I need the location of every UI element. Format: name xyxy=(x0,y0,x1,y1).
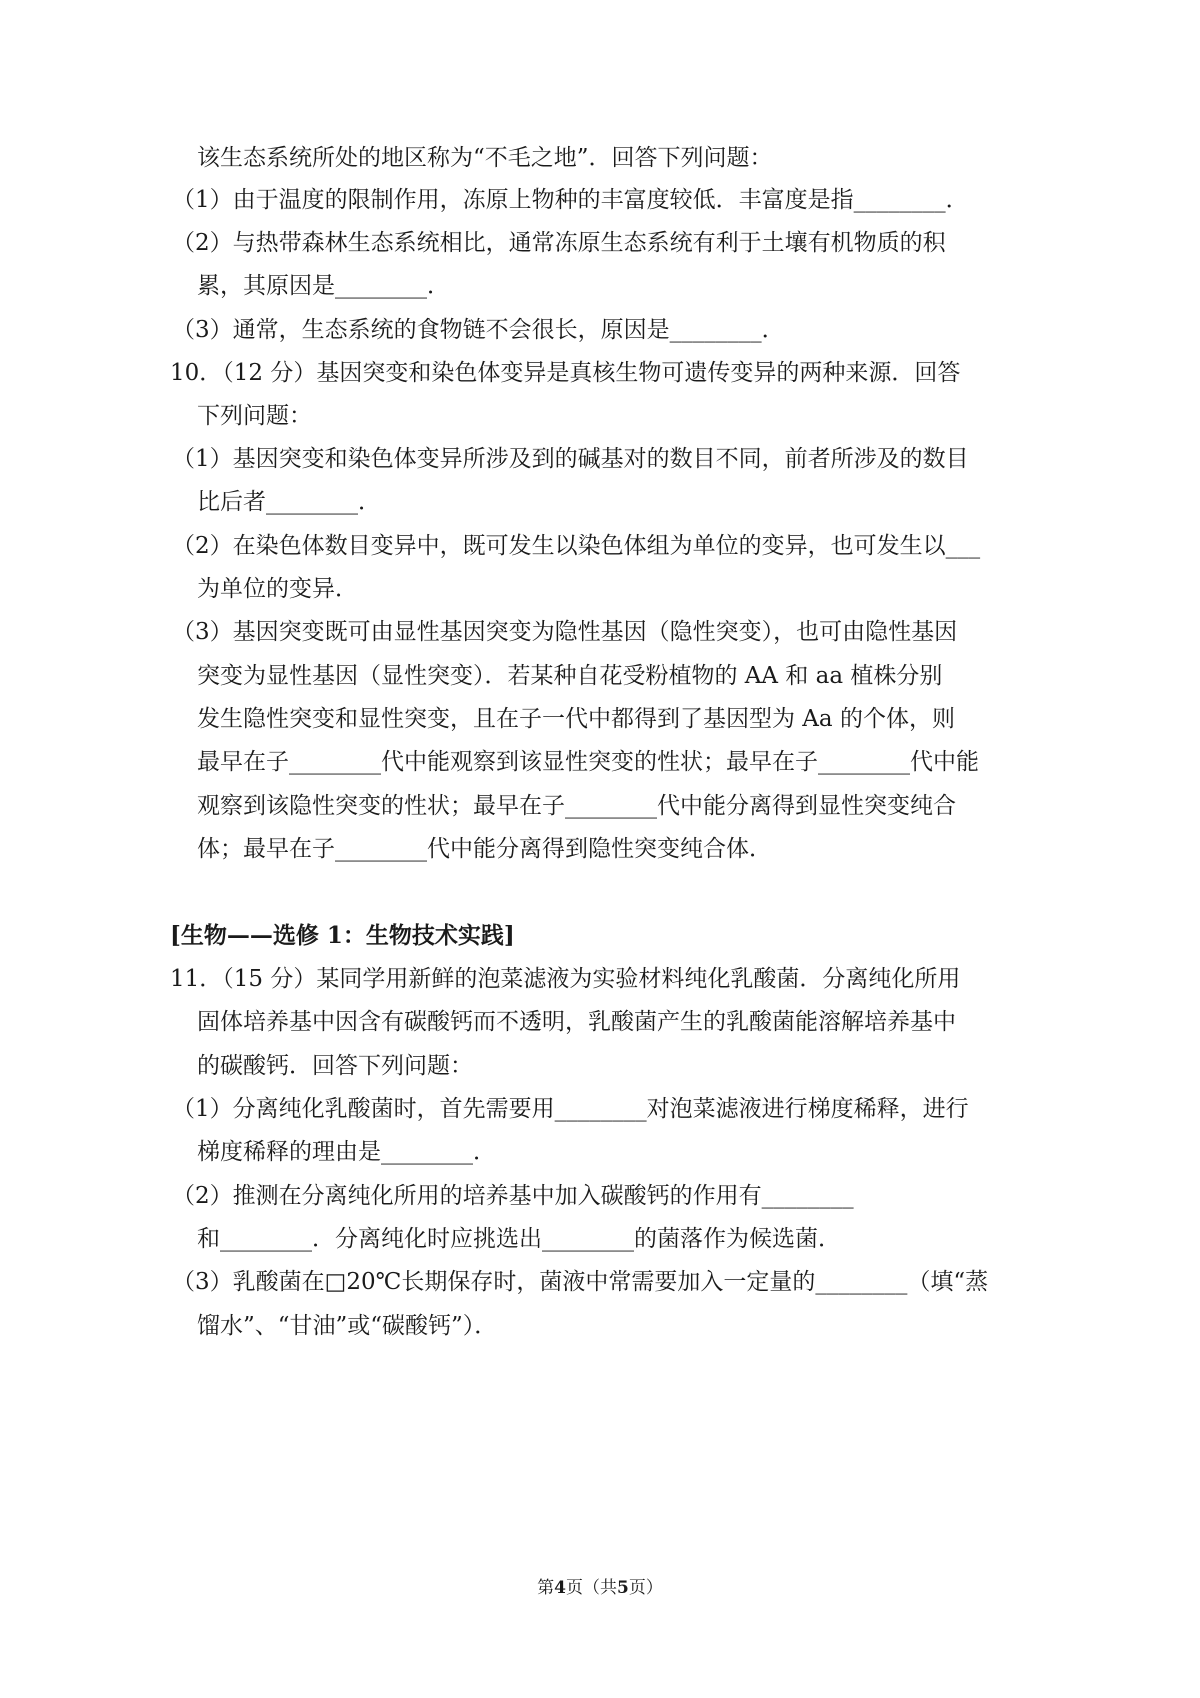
text-line: 突变为显性基因（显性突变）．若某种自花受粉植物的 AA 和 aa 植株分别 xyxy=(197,663,943,689)
footer-middle: 页（共 xyxy=(566,1578,617,1598)
text-line: 累，其原因是________． xyxy=(197,273,450,299)
question-10-3: （3）基因突变既可由显性基因突变为隐性基因（隐性突变），也可由隐性基因 xyxy=(172,619,958,645)
text-line: 下列问题： xyxy=(197,403,312,429)
text-line: 该生态系统所处的地区称为“不毛之地”．回答下列问题： xyxy=(197,145,773,171)
question-9-2: （2）与热带森林生态系统相比，通常冻原生态系统有利于土壤有机物质的积 xyxy=(172,230,946,256)
text-line: 最早在子________代中能观察到该显性突变的性状；最早在子________代中能 xyxy=(197,749,979,775)
text-line: 固体培养基中因含有碳酸钙而不透明，乳酸菌产生的乳酸菌能溶解培养基中 xyxy=(197,1009,956,1035)
question-10-2: （2）在染色体数目变异中，既可发生以染色体组为单位的变异，也可发生以___ xyxy=(172,533,981,559)
section-heading: [生物——选修 1：生物技术实践] xyxy=(170,922,515,949)
question-9-3: （3）通常，生态系统的食物链不会很长，原因是________． xyxy=(172,317,785,343)
question-11-1: （1）分离纯化乳酸菌时，首先需要用________对泡菜滤液进行梯度稀释，进行 xyxy=(172,1096,969,1122)
page-footer xyxy=(0,1576,1200,1600)
text-line: 体；最早在子________代中能分离得到隐性突变纯合体． xyxy=(197,836,772,862)
question-11-3: （3）乳酸菌在□20℃长期保存时，菌液中常需要加入一定量的________（填“蒸 xyxy=(172,1269,989,1295)
text-line: 梯度稀释的理由是________． xyxy=(197,1139,496,1165)
text-line: 和________．分离纯化时应挑选出________的菌落作为候选菌． xyxy=(197,1226,841,1252)
question-10-1: （1）基因突变和染色体变异所涉及到的碱基对的数目不同，前者所涉及的数目 xyxy=(172,446,969,472)
footer-prefix: 第 xyxy=(537,1578,555,1598)
text-line: 观察到该隐性突变的性状；最早在子________代中能分离得到显性突变纯合 xyxy=(197,793,956,819)
text-line: 馏水”、“甘油”或“碳酸钙”）． xyxy=(197,1313,498,1339)
question-9-1: （1）由于温度的限制作用，冻原上物种的丰富度较低．丰富度是指________． xyxy=(172,187,969,213)
question-11-stem: 11．（15 分）某同学用新鲜的泡菜滤液为实验材料纯化乳酸菌．分离纯化所用 xyxy=(170,966,961,992)
text-line: 发生隐性突变和显性突变，且在子一代中都得到了基因型为 Aa 的个体，则 xyxy=(197,706,955,732)
text-line: 比后者________． xyxy=(197,489,381,515)
footer-page-number: 4 xyxy=(554,1578,566,1598)
question-11-2: （2）推测在分离纯化所用的培养基中加入碳酸钙的作用有________ xyxy=(172,1183,854,1209)
question-10-stem: 10．（12 分）基因突变和染色体变异是真核生物可遗传变异的两种来源．回答 xyxy=(170,360,961,386)
text-line: 为单位的变异． xyxy=(197,576,358,602)
text-line: 的碳酸钙．回答下列问题： xyxy=(197,1053,473,1079)
footer-total-pages: 5 xyxy=(617,1578,629,1598)
footer-suffix: 页） xyxy=(628,1578,663,1598)
